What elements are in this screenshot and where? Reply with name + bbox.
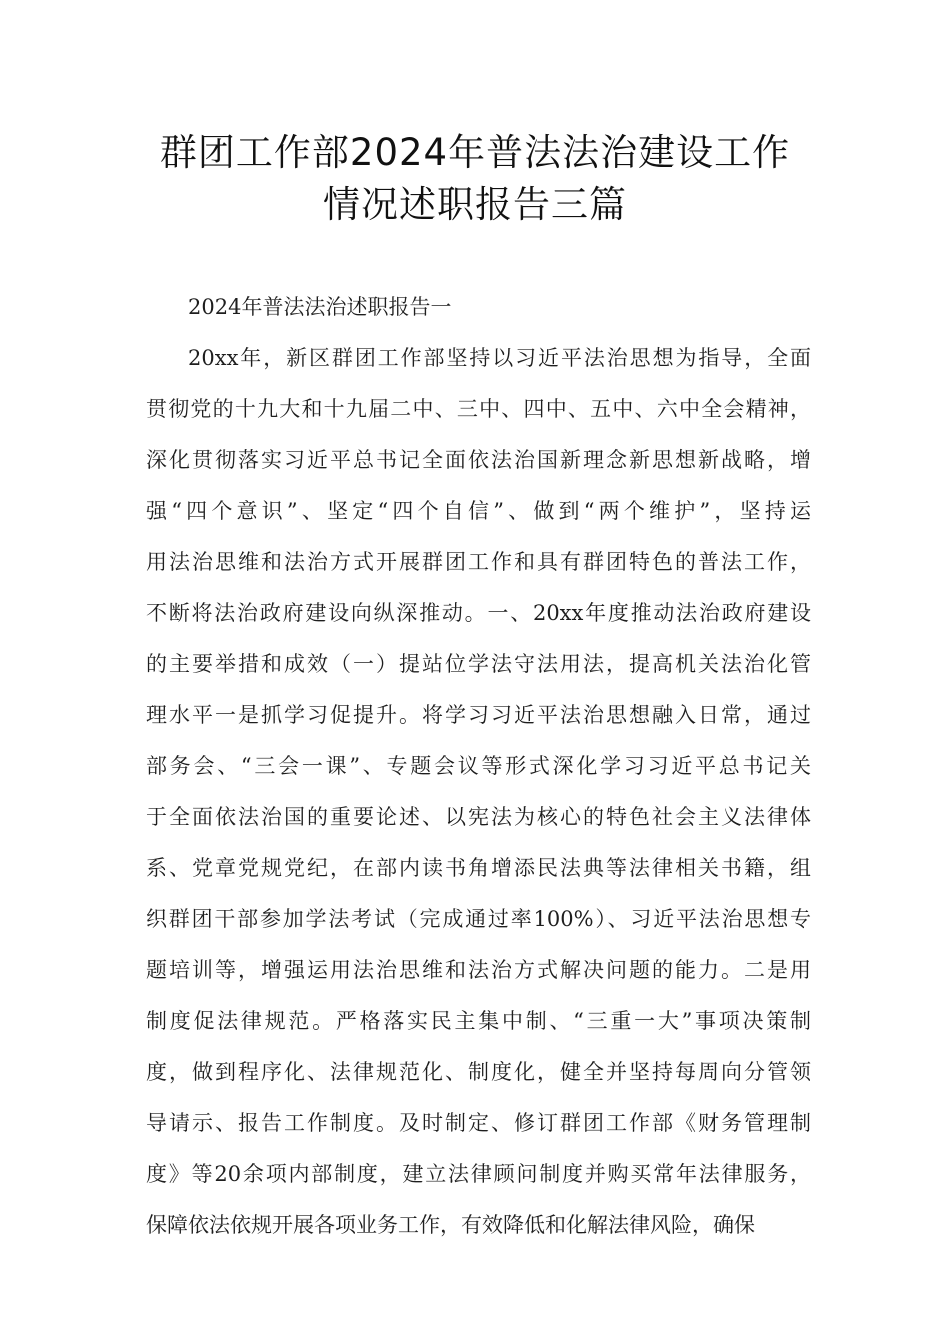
paragraph-line: 20xx年，新区群团工作部坚持以习近平法治思想为指导，全面 — [188, 346, 811, 370]
document-body — [146, 282, 811, 1251]
paragraph-line: 不断将法治政府建设向纵深推动。一、20xx年度推动法治政府建设 — [146, 601, 811, 625]
paragraph-line: 强“四个意识”、坚定“四个自信”、做到“两个维护”，坚持运 — [146, 499, 811, 523]
paragraph-line: 制度促法律规范。严格落实民主集中制、“三重一大”事项决策制 — [146, 1009, 811, 1033]
paragraph-line: 用法治思维和法治方式开展群团工作和具有群团特色的普法工作， — [146, 550, 811, 574]
paragraph-line: 于全面依法治国的重要论述、以宪法为核心的特色社会主义法律体 — [146, 805, 811, 829]
paragraph-line: 理水平一是抓学习促提升。将学习习近平法治思想融入日常，通过 — [146, 703, 811, 727]
paragraph-line: 保障依法依规开展各项业务工作，有效降低和化解法律风险，确保 — [146, 1213, 755, 1237]
paragraph-line: 题培训等，增强运用法治思维和法治方式解决问题的能力。二是用 — [146, 958, 811, 982]
paragraph-line: 度》等20余项内部制度，建立法律顾问制度并购买常年法律服务， — [146, 1162, 811, 1186]
section-subheading: 2024年普法法治述职报告一 — [188, 295, 452, 319]
document-title-line-2: 情况述职报告三篇 — [323, 183, 627, 226]
paragraph-line: 导请示、报告工作制度。及时制定、修订群团工作部《财务管理制 — [146, 1111, 811, 1135]
paragraph-line: 织群团干部参加学法考试（完成通过率100%）、习近平法治思想专 — [146, 907, 811, 931]
document-title-line-1: 群团工作部2024年普法法治建设工作 — [159, 131, 791, 174]
paragraph-line: 度，做到程序化、法律规范化、制度化，健全并坚持每周向分管领 — [146, 1060, 811, 1084]
paragraph-line: 系、党章党规党纪，在部内读书角增添民法典等法律相关书籍，组 — [146, 856, 811, 880]
paragraph-line: 深化贯彻落实习近平总书记全面依法治国新理念新思想新战略，增 — [146, 448, 811, 472]
paragraph-line: 的主要举措和成效（一）提站位学法守法用法，提高机关法治化管 — [146, 652, 811, 676]
paragraph-line: 贯彻党的十九大和十九届二中、三中、四中、五中、六中全会精神， — [146, 397, 811, 421]
paragraph-line: 部务会、“三会一课”、专题会议等形式深化学习习近平总书记关 — [146, 754, 811, 778]
